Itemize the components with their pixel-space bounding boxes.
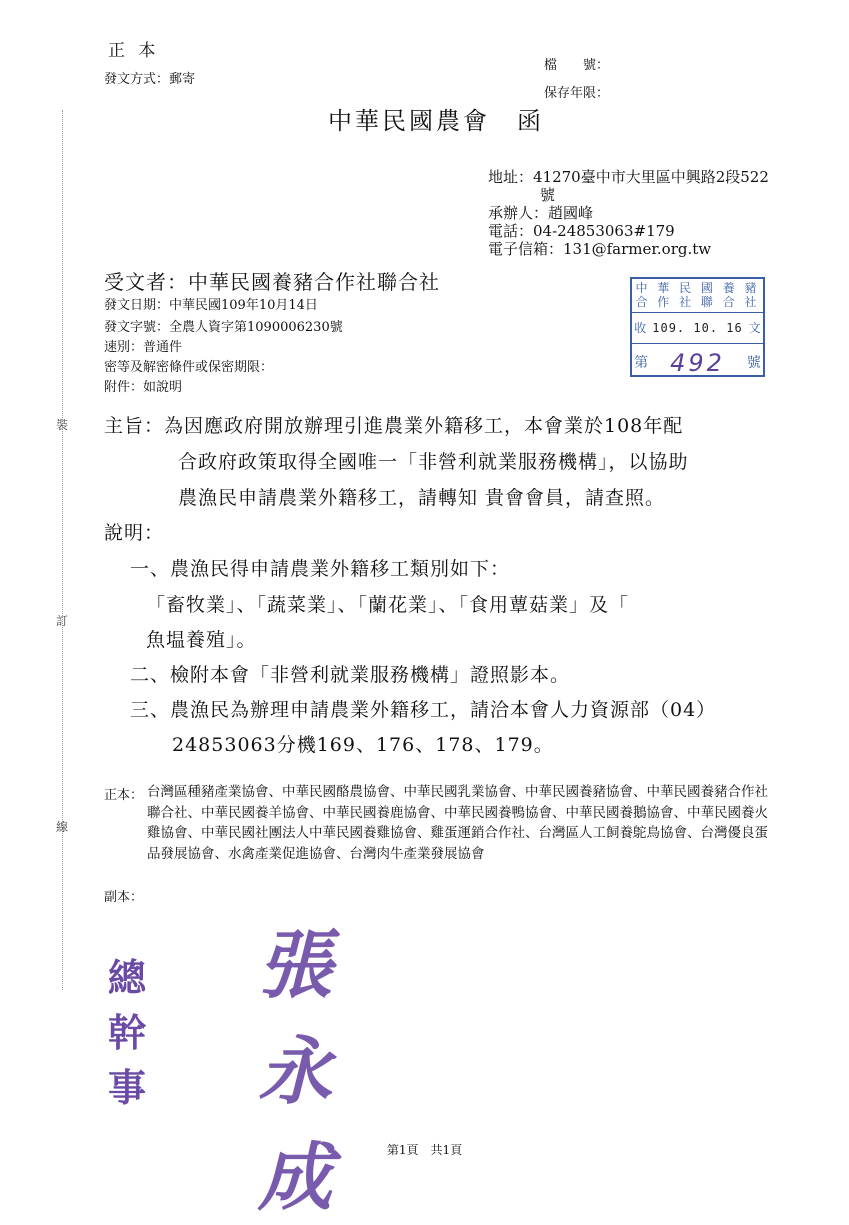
binding-mark-zhuang: 裝: [56, 418, 69, 432]
retention-label: 保存年限：: [544, 86, 610, 101]
stamp-date-value: 109. 10. 16: [652, 321, 743, 335]
original-recipients-label: 正本：: [104, 788, 144, 803]
officer: 承辦人：趙國峰: [488, 204, 594, 222]
stamp-date-char: 文: [748, 321, 761, 335]
explanation-item-2: 二、檢附本會「非營利就業服務機構」證照影本。: [130, 664, 571, 686]
send-method: 發文方式：郵寄: [104, 72, 196, 87]
stamp-org-line-2: 合 作 社 聯 合 社: [635, 295, 760, 309]
signature-name: 張永成: [258, 923, 342, 1221]
email: 電子信箱：131@farmer.org.tw: [488, 240, 712, 258]
subject-line-2: 合政府政策取得全國唯一「非營利就業服務機構」，以協助: [178, 451, 689, 473]
original-recipients-list: 台灣區種豬產業協會、中華民國酪農協會、中華民國乳業協會、中華民國養豬協會、中華民國養豬合作社聯合社、中華民國養羊協會、中華民國養鹿協會、中華民國養鴨協會、中華民國養鵝協會、中華民國養火雞協會、中華民國社團法人中華民國養雞協會、雞蛋運銷合作社、台灣區人工飼養鴕鳥協會、台灣優良蛋品發展協會、水禽產業促進協會、台灣肉牛產業發展協會: [147, 784, 768, 862]
explanation-item-1-line-2: 「畜牧業」、「蔬菜業」、「蘭花業」、「食用蕈菇業」及「: [146, 594, 630, 616]
stamp-org-line-1: 中 華 民 國 養 豬: [635, 281, 760, 295]
binding-mark-xian: 線: [56, 820, 69, 834]
file-number-label: 檔 號：: [544, 58, 610, 73]
binding-mark-ding: 訂: [56, 614, 69, 628]
stamp-number-prefix: 第: [634, 355, 649, 371]
copy-recipients-label: 副本：: [104, 890, 144, 905]
stamp-date-row: [632, 319, 763, 336]
binding-line: [62, 110, 63, 990]
stamp-organization: [632, 281, 763, 309]
explanation-heading: 說明：: [104, 522, 165, 544]
copy-mark: 正 本: [108, 41, 160, 61]
stamp-received-char: 收: [634, 321, 647, 335]
document-number: 發文字號：全農人資字第1090006230號: [104, 320, 343, 335]
security-class: 密等及解密條件或保密期限：: [104, 360, 274, 375]
stamp-number-suffix: 號: [746, 355, 761, 371]
explanation-item-3: 三、農漁民為辦理申請農業外籍移工，請洽本會人力資源部（04）: [130, 699, 717, 721]
issue-date: 發文日期：中華民國109年10月14日: [104, 298, 318, 313]
attachment: 附件：如說明: [104, 380, 183, 395]
stamp-number-value: 492: [670, 349, 725, 377]
explanation-item-3-line-2: 24853063分機169、176、178、179。: [172, 734, 554, 756]
stamp-number-row: [632, 349, 763, 377]
explanation-item-1: 一、農漁民得申請農業外籍移工類別如下：: [130, 558, 511, 580]
recipient: 受文者：中華民國養豬合作社聯合社: [104, 270, 440, 294]
document-title: 中華民國農會 函: [328, 107, 544, 135]
page-indicator: 第1頁 共1頁: [386, 1143, 463, 1157]
phone: 電話：04-24853063#179: [488, 222, 675, 240]
stamp-divider: [632, 343, 763, 344]
explanation-item-1-line-3: 魚塭養殖」。: [146, 629, 257, 651]
received-stamp: [630, 277, 765, 377]
signature-title: 總幹事: [108, 955, 150, 1110]
stamp-divider: [632, 312, 763, 313]
subject-line-1: 主旨：為因應政府開放辦理引進農業外籍移工，本會業於108年配: [104, 415, 684, 437]
address-line-1: 地址：41270臺中市大里區中興路2段522: [488, 168, 769, 186]
subject-line-3: 農漁民申請農業外籍移工，請轉知 貴會會員，請查照。: [178, 487, 666, 509]
address-line-2: 號: [540, 186, 556, 204]
speed-class: 速別：普通件: [104, 340, 183, 355]
